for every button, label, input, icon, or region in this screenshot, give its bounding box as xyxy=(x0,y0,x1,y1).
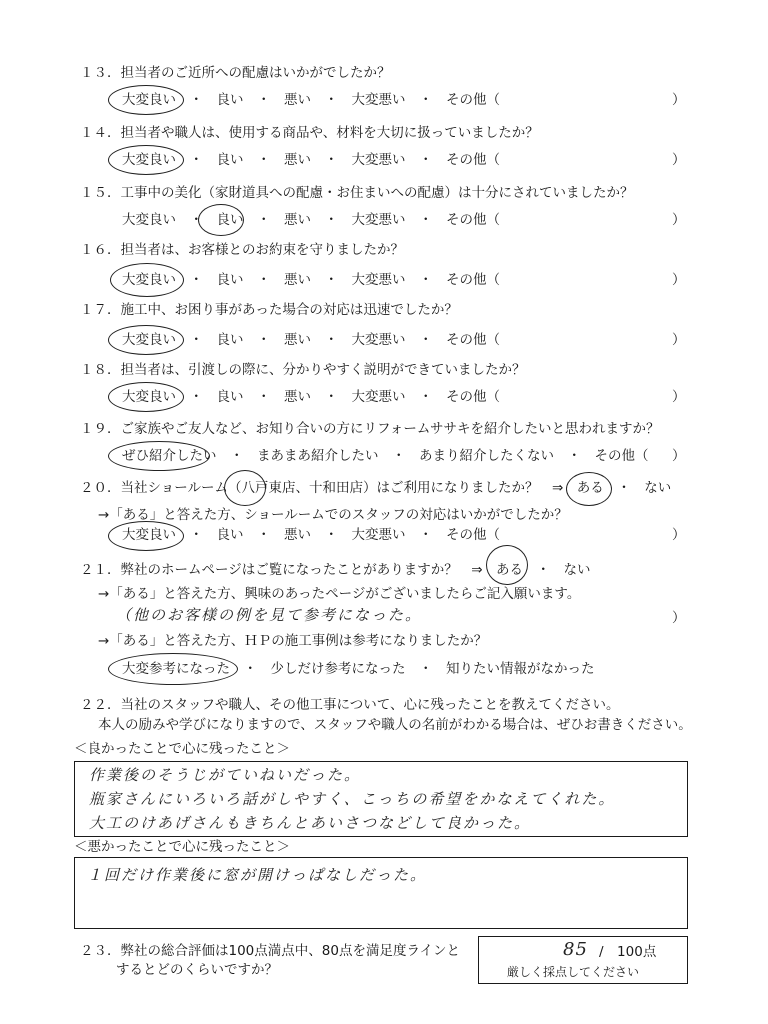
score-suffix: / 100点 xyxy=(599,944,657,960)
q20-sub-question: →「ある」と答えた方、ショールームでのスタッフの対応はいかがでしたか？ xyxy=(98,507,568,523)
q16-text: １６．担当者は、お客様とのお約束を守りましたか？ xyxy=(80,242,404,258)
q23-text: ２３．弊社の総合評価は100点満点中、80点を満足度ラインと xyxy=(80,943,461,959)
bad-comments-box xyxy=(74,857,688,929)
bad-comments-label: ＜悪かったことで心に残ったこと＞ xyxy=(74,839,290,855)
q15-options: 大変良い ・ 良い ・ 悪い ・ 大変悪い ・ その他（ xyxy=(122,212,500,228)
good-comment-line: 瓶家さんにいろいろ話がしやすく、こっちの希望をかなえてくれた。 xyxy=(89,790,616,808)
score-note: 厳しく採点してください xyxy=(507,965,640,979)
q17-text: １７．施工中、お困り事があった場合の対応は迅速でしたか？ xyxy=(80,302,458,318)
good-comments-box xyxy=(74,761,688,837)
q21-text: ２１．弊社のホームページはご覧になったことがありますか？ ⇒ ある ・ ない xyxy=(80,562,591,578)
q19-close-paren: ） xyxy=(672,448,686,464)
q16-options: 大変良い ・ 良い ・ 悪い ・ 大変悪い ・ その他（ xyxy=(122,272,500,288)
q20-close-paren: ） xyxy=(672,527,686,543)
q13-options: 大変良い ・ 良い ・ 悪い ・ 大変悪い ・ その他（ xyxy=(122,92,500,108)
good-comment-line: 作業後のそうじがていねいだった。 xyxy=(89,766,362,784)
q15-close-paren: ） xyxy=(672,212,686,228)
score-value: 85 xyxy=(563,939,588,960)
q20-options: 大変良い ・ 良い ・ 悪い ・ 大変悪い ・ その他（ xyxy=(122,527,500,543)
q16-close-paren: ） xyxy=(672,272,686,288)
q15-text: １５．工事中の美化（家財道具への配慮・お住まいへの配慮）は十分にされていましたか？ xyxy=(80,185,634,201)
q21-options: 大変参考になった ・ 少しだけ参考になった ・ 知りたい情報がなかった xyxy=(122,661,595,677)
q13-close-paren: ） xyxy=(672,92,686,108)
q14-text: １４．担当者や職人は、使用する商品や、材料を大切に扱っていましたか？ xyxy=(80,125,539,141)
q22-text: ２２．当社のスタッフや職人、その他工事について、心に残ったことを教えてください。 xyxy=(80,697,620,713)
q21-sub-question-1: →「ある」と答えた方、興味のあったページがございましたらご記入願います。 xyxy=(98,586,581,602)
q18-close-paren: ） xyxy=(672,389,686,405)
q18-options: 大変良い ・ 良い ・ 悪い ・ 大変悪い ・ その他（ xyxy=(122,389,500,405)
q21-sub-question-2: →「ある」と答えた方、ＨＰの施工事例は参考になりましたか？ xyxy=(98,633,488,649)
q21-close-paren: ） xyxy=(672,610,686,626)
q22-text-2: 本人の励みや学びになりますので、スタッフや職人の名前がわかる場合は、ぜひお書きください。 xyxy=(98,717,692,733)
q20-text: ２０．当社ショールーム（八戸東店、十和田店）はご利用になりましたか？ ⇒ ある ・ ない xyxy=(80,480,672,496)
q19-options: ぜひ紹介したい ・ まあまあ紹介したい ・ あまり紹介したくない ・ その他（ xyxy=(122,448,649,464)
q21-handwritten-answer: （他のお客様の例を見て参考になった。 xyxy=(116,606,423,624)
q14-options: 大変良い ・ 良い ・ 悪い ・ 大変悪い ・ その他（ xyxy=(122,152,500,168)
score-box xyxy=(478,936,688,984)
q19-text: １９．ご家族やご友人など、お知り合いの方にリフォームササキを紹介したいと思われますか？ xyxy=(80,421,660,437)
bad-comment-line: １回だけ作業後に窓が開けっぱなしだった。 xyxy=(87,866,428,884)
good-comment-line: 大工のけあげさんもきちんとあいさつなどして良かった。 xyxy=(89,814,532,832)
q17-close-paren: ） xyxy=(672,332,686,348)
q18-text: １８．担当者は、引渡しの際に、分かりやすく説明ができていましたか？ xyxy=(80,362,526,378)
q23-text-2: するとどのくらいですか？ xyxy=(116,962,278,978)
good-comments-label: ＜良かったことで心に残ったこと＞ xyxy=(74,741,290,757)
q14-close-paren: ） xyxy=(672,152,686,168)
q13-text: １３．担当者のご近所への配慮はいかがでしたか？ xyxy=(80,65,391,81)
q17-options: 大変良い ・ 良い ・ 悪い ・ 大変悪い ・ その他（ xyxy=(122,332,500,348)
